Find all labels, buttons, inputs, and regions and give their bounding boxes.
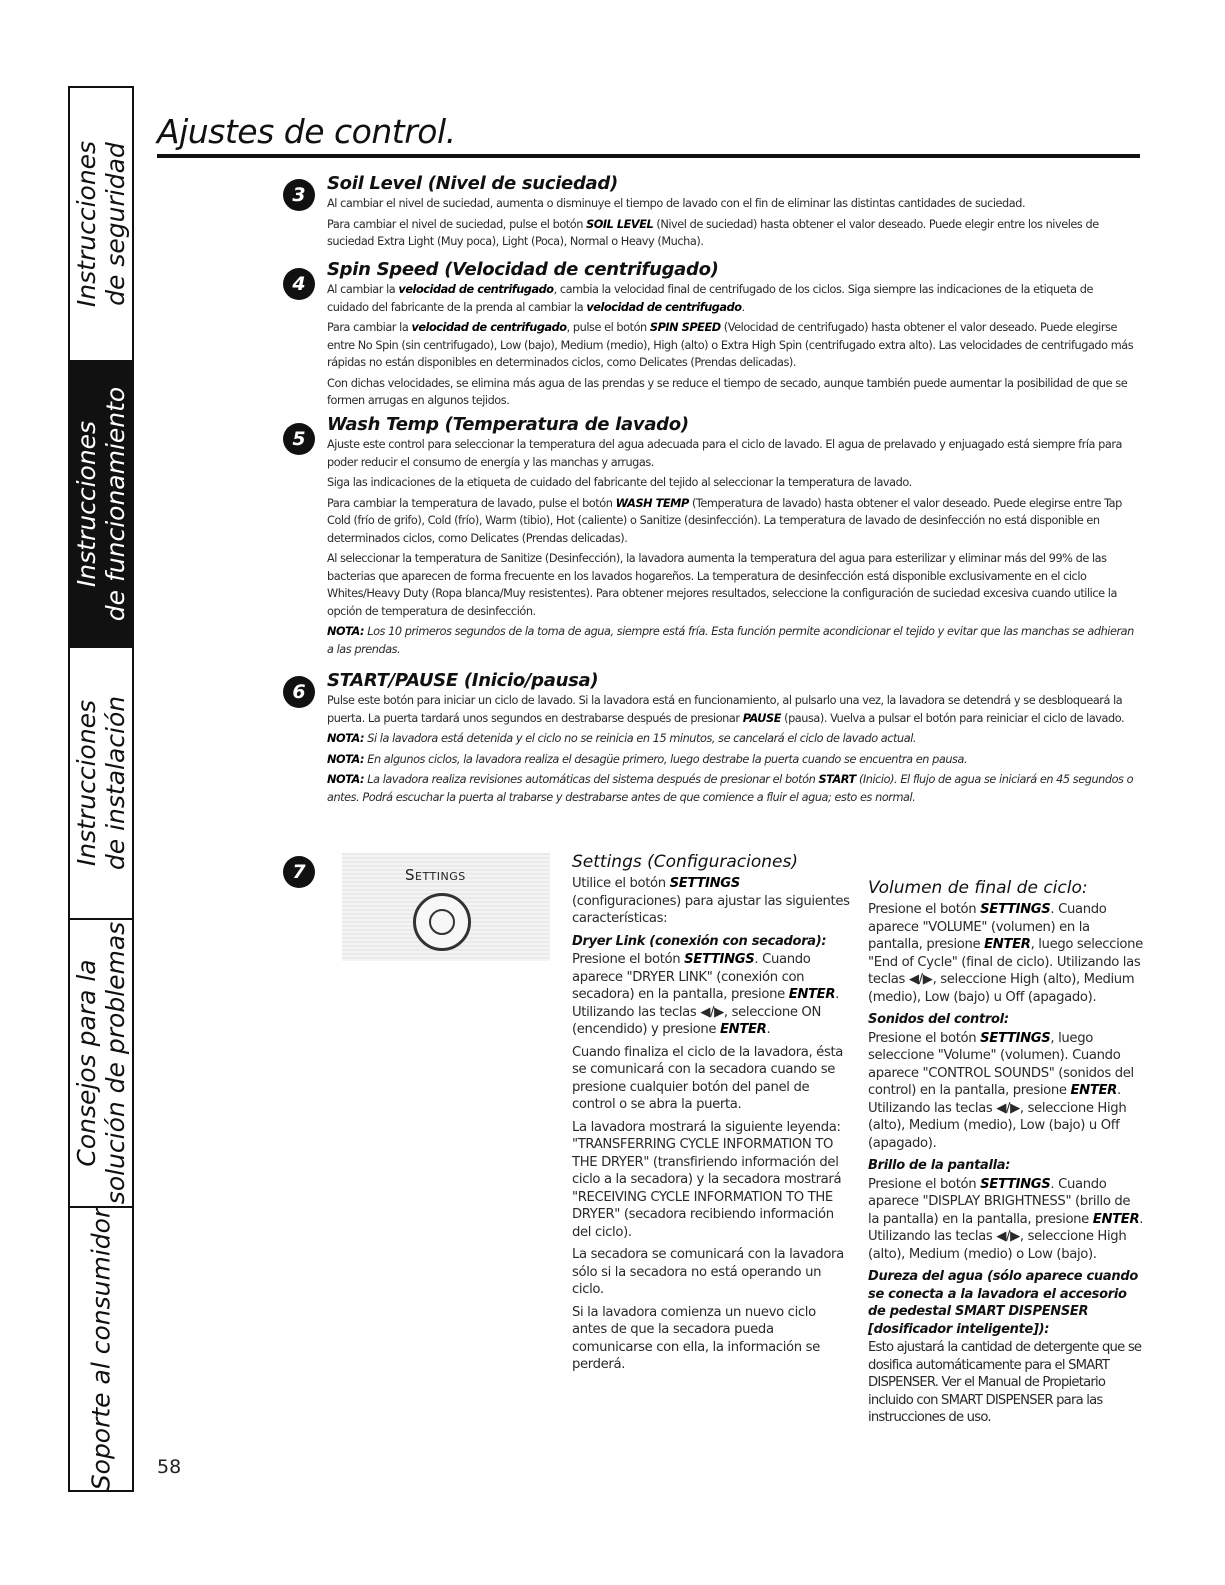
tab-label: Instrucciones de seguridad [72,140,130,308]
paragraph: Ajuste este control para seleccionar la temperatura del agua adecuada para el ciclo de lavado. El agua de prelavado y enjuagado está siempre fría para poder reducir el consumo de energía y las manchas y arrugas. [327,438,1122,469]
subheading-dryer-link: Dryer Link (conexión con secadora): [572,933,827,949]
paragraph: Pulse este botón para iniciar un ciclo de lavado. Si la lavadora está en funcionamiento, al pulsarlo una vez, la lavadora se detendrá y se desbloqueará la puerta. La puerta tardará unos segundos en destrabarse después de presionar PAUSE (pausa). Vuelva a pulsar el botón para reiniciar el ciclo de lavado. [327,694,1125,725]
paragraph: La secadora se comunicará con la lavadora sólo si la secadora no está operando un ciclo. [572,1247,844,1297]
tab-label: Consejos para la solución de problemas [72,921,130,1205]
tab-consumer-support[interactable] [70,1208,132,1490]
tab-label: Instrucciones de funcionamiento [72,386,130,622]
tab-operating-instructions[interactable] [70,362,132,648]
subheading-volume: Volumen de final de ciclo: [868,878,1088,898]
settings-column-right [868,877,1144,1432]
tab-label: Soporte al consumidor [86,1208,116,1490]
paragraph: Presione el botón SETTINGS. Cuando aparece "VOLUME" (volumen) en la pantalla, presione ENTER, luego seleccione "End of Cycle" (final de ciclo). Utilizando las teclas ◀/▶, seleccione High (alto), Medium (medio), Low (bajo) u Off (apagado). [868,902,1143,1005]
section-number-badge: 7 [283,856,315,888]
section-number-badge: 6 [283,676,315,708]
paragraph: La lavadora mostrará la siguiente leyenda: "TRANSFERRING CYCLE INFORMATION TO THE DRYER" (transfiriendo información del ciclo a la secadora) y la secadora mostrará "RECEIVING CYCLE INFORMATION TO THE DRYER" (secadora recibiendo información del ciclo). [572,1119,842,1240]
paragraph: Utilice el botón SETTINGS (configuraciones) para ajustar las siguientes características: [572,876,850,926]
section-number-badge: 4 [283,268,315,300]
settings-title: Settings (Configuraciones) [572,852,798,872]
title-rule [157,154,1140,158]
section-wash-temp [327,414,1137,661]
section-title: Wash Temp (Temperatura de lavado) [327,414,689,435]
side-tab-bar [68,86,134,1492]
section-title: START/PAUSE (Inicio/pausa) [327,670,599,691]
section-start-pause [327,670,1137,809]
settings-knob-icon [413,893,471,951]
paragraph: Cuando finaliza el ciclo de la lavadora, ésta se comunicará con la secadora cuando se presione cualquier botón del panel de control o se abra la puerta. [572,1044,844,1112]
paragraph: Presione el botón SETTINGS. Cuando aparece "DISPLAY BRIGHTNESS" (brillo de la pantalla) en la pantalla, presione ENTER. Utilizando las teclas ◀/▶, seleccione High (alto), Medium (medio) o Low (bajo). [868,1176,1144,1262]
tab-safety-instructions[interactable] [70,88,132,362]
section-title: Spin Speed (Velocidad de centrifugado) [327,259,719,280]
subheading-control-sounds: Sonidos del control: [868,1012,1009,1027]
tab-label: Instrucciones de instalación [72,695,130,871]
paragraph: Para cambiar la velocidad de centrifugado, pulse el botón SPIN SPEED (Velocidad de centrifugado) hasta obtener el valor deseado. Puede elegirse entre No Spin (sin centrifugado), Low (bajo), Medium (medio), High (alto) o Extra High Spin (centrifugado extra alto). Las velocidades de centrifugado más rápidas no están disponibles en determinados ciclos, como Delicates (Prendas delicadas). [327,321,1134,369]
paragraph: Al cambiar el nivel de suciedad, aumenta o disminuye el tiempo de lavado con el fin de eliminar las distintas cantidades de suciedad. [327,197,1026,210]
tab-troubleshooting-tips[interactable] [70,920,132,1208]
paragraph: Presione el botón SETTINGS. Cuando aparece "DRYER LINK" (conexión con secadora) en la pantalla, presione ENTER. Utilizando las teclas ◀/▶, seleccione ON (encendido) y presione ENTER. [572,952,839,1037]
paragraph: Con dichas velocidades, se elimina más agua de las prendas y se reduce el tiempo de secado, aunque también puede aumentar la posibilidad de que se formen arrugas en algunos tejidos. [327,376,1128,407]
tab-installation-instructions[interactable] [70,648,132,920]
note: NOTA: En algunos ciclos, la lavadora realiza el desagüe primero, luego destrabe la puerta cuando se encuentra en pausa. [327,752,968,766]
page-title: Ajustes de control. [157,112,456,151]
section-soil-level [327,173,1137,254]
paragraph: Al seleccionar la temperatura de Sanitize (Desinfección), la lavadora aumenta la temperatura del agua para esterilizar y eliminar más del 99% de las bacterias que aparecen de forma frecuente en los lavados hogareños. La temperatura de desinfección está disponible exclusivamente en el ciclo Whites/Heavy Duty (Ropa blanca/Muy resistentes). Para obtener mejores resultados, seleccione la configuración de suciedad excesiva cuando utilice la opción de temperatura de desinfección. [327,552,1117,618]
note: NOTA: Los 10 primeros segundos de la toma de agua, siempre está fría. Esta función permite acondicionar el tejido y evitar que las manchas se adhieran a las prendas. [327,625,1134,656]
settings-panel-label: Settings [405,866,466,884]
subheading-water-hardness: Dureza del agua (sólo aparece cuando se conecta a la lavadora el accesorio de pedestal SMART DISPENSER [dosificador inteligente]): [868,1269,1138,1337]
settings-column-left [572,851,852,1379]
paragraph: Esto ajustará la cantidad de detergente que se dosifica automáticamente para el SMART DISPENSER. Ver el Manual de Propietario incluido con SMART DISPENSER para las instrucciones de uso. [868,1340,1142,1425]
paragraph: Para cambiar el nivel de suciedad, pulse el botón SOIL LEVEL (Nivel de suciedad) hasta obtener el valor deseado. Puede elegir entre los niveles de suciedad Extra Light (Muy poca), Light (Poca), Normal o Heavy (Mucha). [327,217,1099,248]
paragraph: Al cambiar la velocidad de centrifugado, cambia la velocidad final de centrifugado de los ciclos. Siga siempre las indicaciones de la etiqueta de cuidado del fabricante de la prenda al cambiar la velocidad de centrifugado. [327,283,1093,314]
paragraph: Si la lavadora comienza un nuevo ciclo antes de que la secadora pueda comunicarse con ella, la información se perderá. [572,1304,820,1372]
section-number-badge: 5 [283,423,315,455]
page-number: 58 [157,1456,182,1478]
paragraph: Para cambiar la temperatura de lavado, pulse el botón WASH TEMP (Temperatura de lavado) hasta obtener el valor deseado. Puede elegirse entre Tap Cold (frío de grifo), Cold (frío), Warm (tibio), Hot (caliente) o Sanitize (desinfección). La temperatura de lavado de desinfección no está disponible en determinados ciclos, como Delicates (Prendas delicadas). [327,496,1122,545]
section-title: Soil Level (Nivel de suciedad) [327,173,618,194]
note: NOTA: La lavadora realiza revisiones automáticas del sistema después de presionar el botón START (Inicio). El flujo de agua se iniciará en 45 segundos o antes. Podrá escuchar la puerta al trabarse y destrabarse antes de que comience a fluir el agua; esto es normal. [327,773,1134,804]
note: NOTA: Si la lavadora está detenida y el ciclo no se reinicia en 15 minutos, se cancelará el ciclo de lavado actual. [327,732,917,745]
paragraph: Siga las indicaciones de la etiqueta de cuidado del fabricante del tejido al seleccionar la temperatura de lavado. [327,476,912,489]
section-spin-speed [327,259,1137,413]
paragraph: Presione el botón SETTINGS, luego seleccione "Volume" (volumen). Cuando aparece "CONTROL SOUNDS" (sonidos del control) en la pantalla, presione ENTER. Utilizando las teclas ◀/▶, seleccione High (alto), Medium (medio), Low (bajo) u Off (apagado). [868,1030,1134,1151]
section-number-badge: 3 [283,179,315,211]
subheading-brightness: Brillo de la pantalla: [868,1158,1011,1173]
